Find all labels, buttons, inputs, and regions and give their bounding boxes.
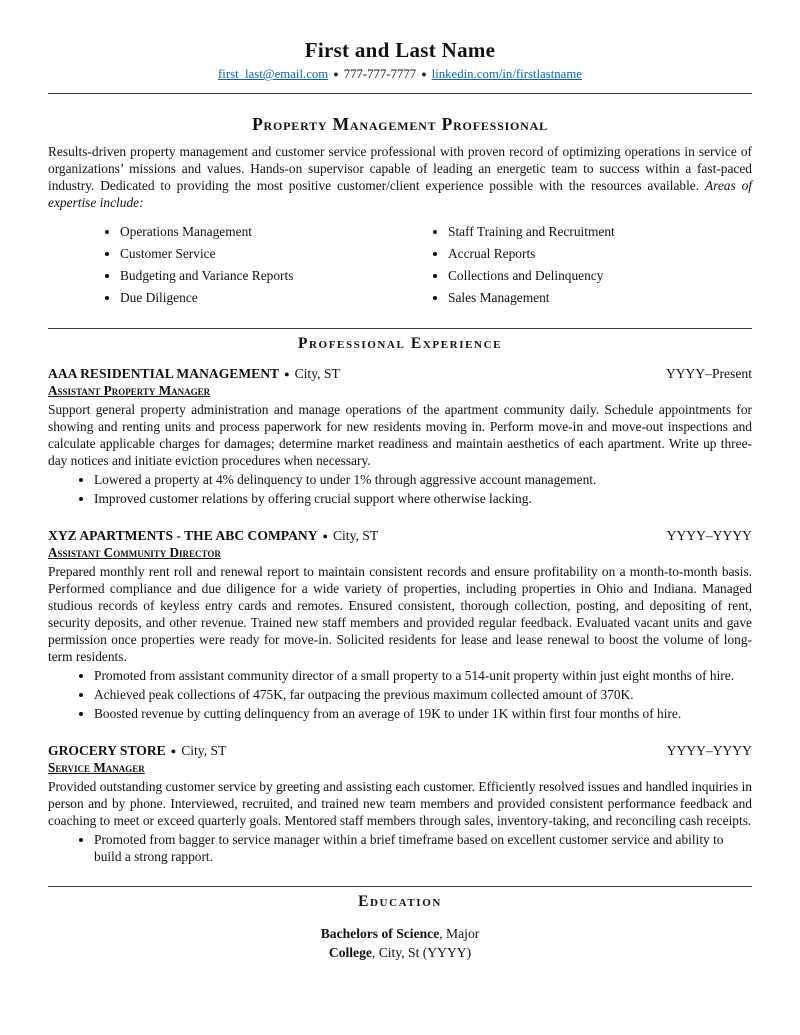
- job-bullet: • Improved customer relations by offering crucial support where otherwise lacking.: [94, 490, 752, 507]
- job-bullet-list: [48, 471, 752, 507]
- section-divider: [48, 886, 752, 887]
- bullet-separator-icon: ●: [322, 530, 328, 541]
- job-bullet-list: [48, 831, 752, 865]
- job-entry: [48, 528, 752, 722]
- job-location: City, ST: [294, 366, 340, 382]
- job-location: City, ST: [181, 743, 227, 759]
- bullet-separator-icon: ●: [421, 68, 427, 79]
- job-title: Assistant Property Manager: [48, 383, 211, 399]
- summary-expertise-lead: Areas of expertise include:: [48, 178, 752, 211]
- bullet-separator-icon: ●: [333, 68, 339, 79]
- job-bullet: • Lowered a property at 4% delinquency to under 1% through aggressive account management.: [94, 471, 752, 488]
- expertise-item: • Collections and Delinquency: [448, 268, 752, 284]
- expertise-item: • Due Diligence: [120, 290, 400, 306]
- expertise-list-left: [48, 224, 400, 312]
- job-entry: [48, 366, 752, 507]
- job-description: Prepared monthly rent roll and renewal report to maintain consistent records and ensure profitability on a month-to-month basis. Performed compliance and due diligence for a wide variety of properties, including properties in Ohio and Indiana. Managed studious records of keyless entry cards and remotes. Ensured consistent, thorough collection, posting, and depositing of rent, security deposits, and other revenue. Trained new staff members and provided regular feedback. Evaluated vacant units and gave permission once properties were ready for move-in. Solicited residents for lease and lease renewal to boost the volume of long-term residents.: [48, 564, 752, 665]
- school-line: [48, 944, 752, 962]
- candidate-name: First and Last Name: [304, 38, 496, 62]
- job-header: [48, 528, 752, 544]
- job-bullet: • Promoted from assistant community director of a small property to a 514-unit property within just eight months of hire.: [94, 667, 752, 684]
- summary-paragraph: [48, 143, 752, 211]
- education-section: [48, 886, 752, 962]
- summary-text: Results-driven property management and customer service professional with proven record of optimizing operations in service of organizations’ missions and values. Hands-on supervisor capable of leading an energetic team to success within a fast-paced industry. Dedicated to providing the most positive customer/client experience possible with the resources available.: [48, 144, 752, 194]
- school-name: College: [328, 944, 372, 960]
- school-detail: , City, St (YYYY): [371, 944, 472, 960]
- job-dates: YYYY–YYYY: [666, 528, 752, 544]
- contact-line: [48, 67, 752, 82]
- linkedin-link[interactable]: linkedin.com/in/firstlastname: [431, 67, 582, 81]
- experience-heading: Professional Experience: [297, 335, 503, 353]
- company-name: XYZ APARTMENTS - THE ABC COMPANY: [48, 528, 318, 544]
- bullet-separator-icon: ●: [284, 368, 290, 379]
- resume-header: [48, 38, 752, 94]
- section-divider: [48, 328, 752, 329]
- resume-title: Property Management Professional: [252, 114, 548, 134]
- job-header: [48, 743, 752, 759]
- expertise-item: • Budgeting and Variance Reports: [120, 268, 400, 284]
- degree-line: [48, 925, 752, 943]
- job-dates: YYYY–Present: [665, 366, 752, 382]
- expertise-list-right: [400, 224, 752, 312]
- expertise-item: • Sales Management: [448, 290, 752, 306]
- expertise-item: • Staff Training and Recruitment: [448, 224, 752, 240]
- job-company-line: [48, 528, 378, 544]
- degree-detail: , Major: [439, 926, 480, 942]
- education-heading: Education: [358, 893, 442, 911]
- job-description: Provided outstanding customer service by greeting and assisting each customer. Efficiently resolved issues and handled inquiries in person and by phone. Interviewed, recruited, and trained new team members and provided consistent performance feedback and coaching to meet or exceed quarterly goals. Mentored staff members through sales, inventory-taking, and reconciling cash receipts.: [48, 779, 752, 829]
- company-name: AAA RESIDENTIAL MANAGEMENT: [48, 366, 280, 382]
- job-title: Service Manager: [48, 760, 145, 776]
- bullet-separator-icon: ●: [170, 745, 177, 756]
- experience-section: [48, 328, 752, 865]
- job-description: Support general property administration and manage operations of the apartment community daily. Schedule appointments for showing and renting units and process paperwork for new residents moving in. Perform move-in and move-out inspections and calculate applicable charges for damages; determine market readiness and maintain aesthetics of each apartment. Write up three-day notices and initiate eviction procedures when necessary.: [48, 402, 752, 469]
- job-company-line: [48, 366, 340, 382]
- job-location: City, ST: [332, 528, 379, 544]
- job-bullet: • Promoted from bagger to service manager within a brief timeframe based on excellent customer service and ability to build a strong rapport.: [94, 831, 752, 865]
- expertise-item: • Operations Management: [120, 224, 400, 240]
- job-bullet-list: [48, 667, 752, 722]
- company-name: GROCERY STORE: [48, 743, 166, 759]
- job-bullet: • Achieved peak collections of 475K, far outpacing the previous maximum collected amount of 370K.: [94, 686, 752, 703]
- email-link[interactable]: first_last@email.com: [218, 67, 329, 81]
- job-header: [48, 366, 752, 382]
- expertise-lists: [48, 224, 752, 312]
- job-title: Assistant Community Director: [48, 545, 221, 561]
- header-divider: [48, 93, 752, 94]
- phone-number: 777-777-7777: [343, 67, 417, 81]
- degree-name: Bachelors of Science: [320, 926, 440, 942]
- expertise-item: • Accrual Reports: [448, 246, 752, 262]
- job-company-line: [48, 743, 226, 759]
- job-dates: YYYY–YYYY: [666, 743, 752, 759]
- job-entry: [48, 743, 752, 865]
- expertise-item: • Customer Service: [120, 246, 400, 262]
- job-bullet: • Boosted revenue by cutting delinquency from an average of 19K to under 1K within first four months of hire.: [94, 705, 752, 722]
- education-block: [48, 925, 752, 962]
